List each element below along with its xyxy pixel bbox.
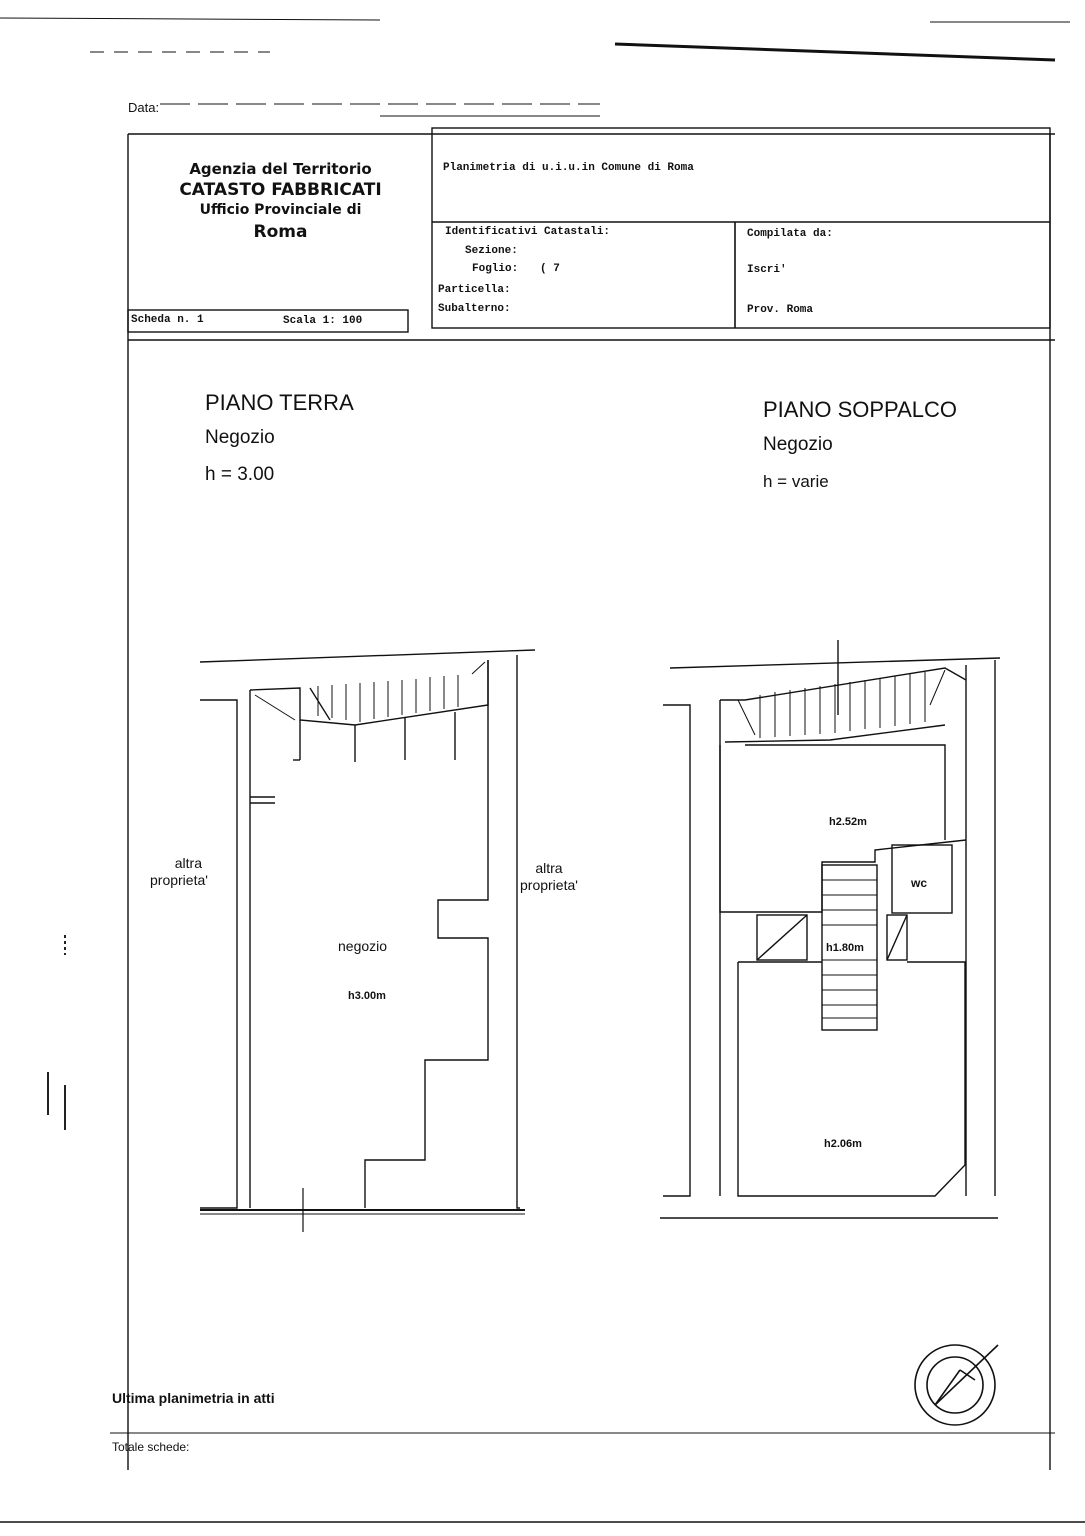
wc-label: wc [911,876,928,890]
agency-office: Ufficio Provinciale di [199,202,362,218]
agency-name: Agenzia del Territorio [189,160,372,178]
room-name: negozio [338,938,388,954]
particella-label: Particella: [438,284,511,296]
right-neighbor-label [520,860,578,894]
footer-note: Ultima planimetria in atti [112,1390,275,1406]
compilata-heading: Compilata da: [747,228,833,240]
scheda-number: Scheda n. 1 [131,314,204,326]
left-neighbor-line2: proprieta' [150,872,208,888]
plan-title: Planimetria di u.i.u.in Comune di Roma [443,162,694,174]
right-neighbor-line2: proprieta' [520,877,578,893]
mezzanine-top-height: h2.52m [829,816,867,828]
room-height: h3.00m [348,990,386,1002]
scan-marks [48,935,65,1130]
right-neighbor-line1: altra [535,860,563,876]
left-neighbor-line1: altra [174,855,202,871]
compass-symbol [915,1345,998,1425]
footer-total: Totale schede: [112,1440,190,1454]
scala-label: Scala 1: 100 [283,315,363,327]
left-neighbor-label [150,855,208,889]
foglio-value: ( 7 [540,263,560,275]
foglio-label: Foglio: [472,263,519,275]
ground-floor-height: h = 3.00 [205,464,275,485]
sezione-label: Sezione: [465,245,518,257]
identificativi-heading: Identificativi Catastali: [445,226,611,238]
mezzanine-plan [660,640,1000,1218]
mezzanine-title: PIANO SOPPALCO [763,397,957,422]
facade-line [670,658,1000,668]
scan-line [0,18,380,20]
ground-floor-title: PIANO TERRA [205,390,354,415]
date-label: Data: [128,100,160,115]
agency-city: Roma [253,222,308,242]
mezzanine-height: h = varie [763,472,829,491]
prov-label: Prov. Roma [747,304,814,316]
subalterno-label: Subalterno: [438,303,511,315]
scan-line [615,44,1055,60]
facade-line [200,650,535,662]
agency-block [148,160,413,242]
mezzanine-mid-height: h1.80m [826,942,864,954]
left-wall-outer [200,700,237,1208]
iscritto-label: Iscri' [747,264,787,276]
mezzanine-bottom-height: h2.06m [824,1138,862,1150]
ground-floor-use: Negozio [205,427,275,448]
agency-catasto: CATASTO FABBRICATI [179,180,382,200]
mezzanine-use: Negozio [763,434,833,455]
